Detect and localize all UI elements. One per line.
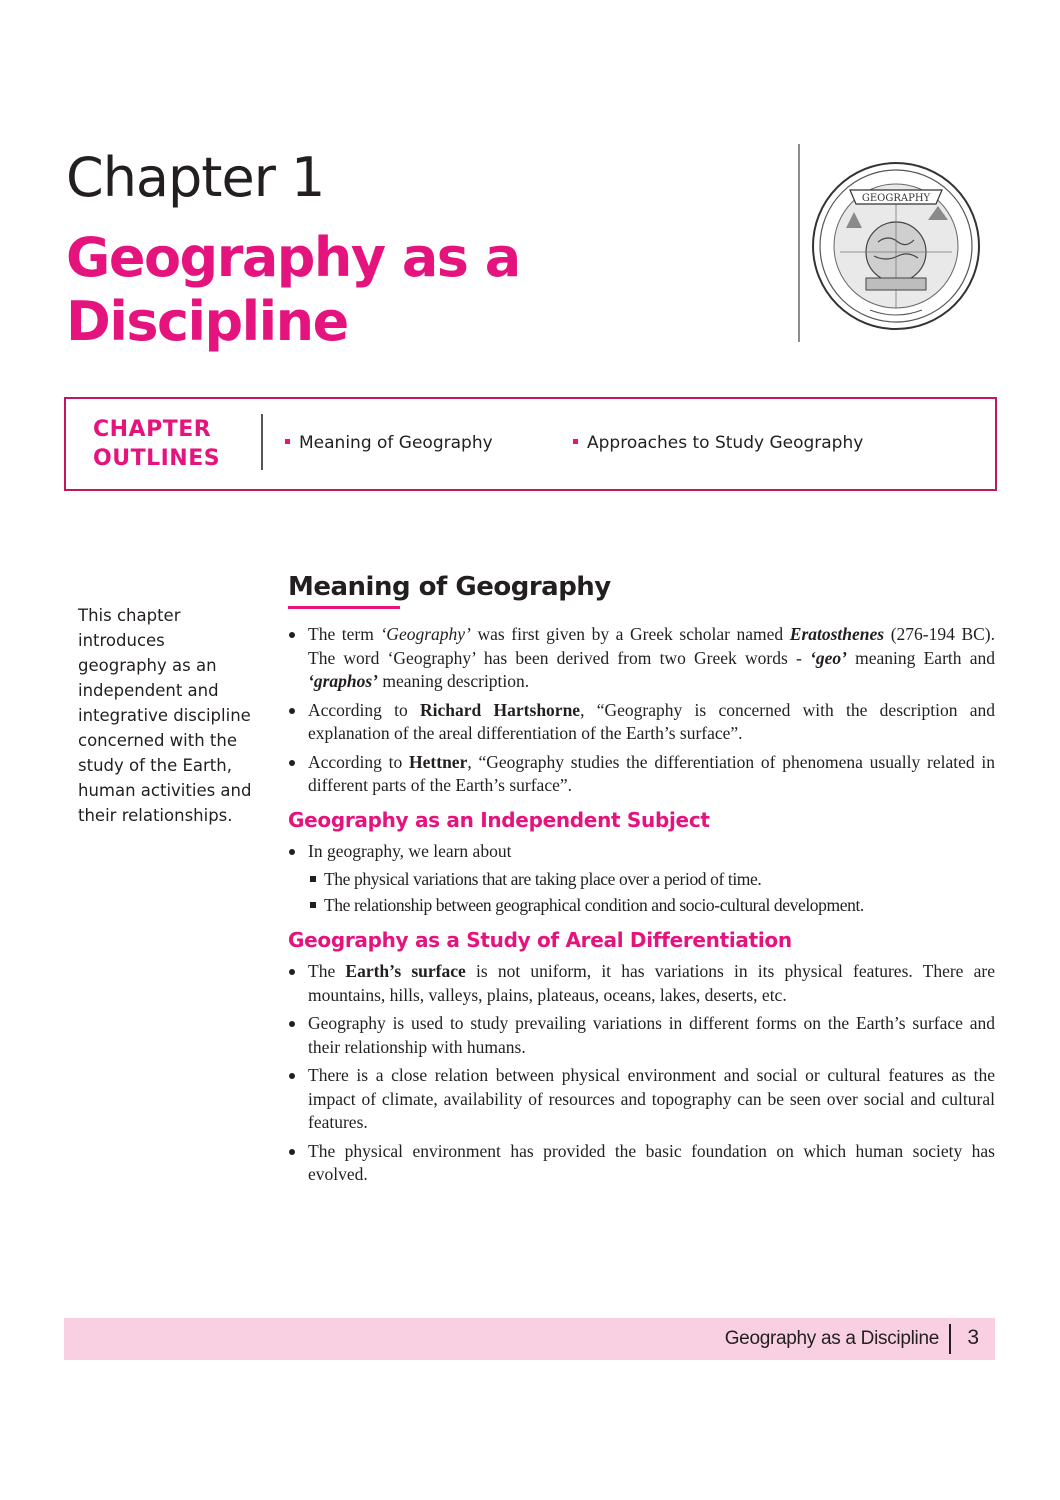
chapter-label: Chapter 1 <box>66 146 325 209</box>
sub-list-item: The relationship between geographical condition and socio-cultural development. <box>308 892 995 918</box>
geography-emblem <box>810 160 982 332</box>
subheading-areal-differentiation: Geography as a Study of Areal Differentiation <box>288 928 792 952</box>
subheading-independent-subject: Geography as an Independent Subject <box>288 807 710 832</box>
list-item: The term ‘Geography’ was first given by a Greek scholar named Eratosthenes (276-194 BC). The word ‘Geography’ has been derived from two Greek words - ‘geo’ meaning Earth and ‘graphos’ meaning description. <box>288 623 995 694</box>
emblem-text: GEOGRAPHY <box>861 193 931 204</box>
list-item: The Earth’s surface is not uniform, it has variations in its physical features. There are mountains, hills, valleys, plains, plateaus, oceans, lakes, deserts, etc. <box>288 960 995 1007</box>
outline-item-label: Approaches to Study Geography <box>587 433 864 453</box>
square-bullet-icon <box>573 439 578 444</box>
list-item: In geography, we learn about The physical variations that are taking place over a period of time. The relationship between geographical condition and socio-cultural development. <box>288 840 995 919</box>
footer-band <box>64 1318 995 1360</box>
sub-list-item: The physical variations that are taking place over a period of time. <box>308 866 995 892</box>
outline-heading: CHAPTER OUTLINES <box>93 417 221 471</box>
square-bullet-icon <box>285 439 290 444</box>
list-item: According to Richard Hartshorne, “Geography is concerned with the description and explanation of the areal differentiation of the Earth’s surface”. <box>288 699 995 746</box>
chapter-title: Geography as a Discipline <box>66 226 520 353</box>
independent-list <box>288 840 995 919</box>
outline-item-meaning <box>285 433 493 453</box>
page-number: 3 <box>967 1326 979 1349</box>
list-item: The physical environment has provided the basic foundation on which human society has evolved. <box>288 1140 995 1187</box>
chapter-outline-box <box>64 397 997 491</box>
outline-item-label: Meaning of Geography <box>299 433 493 453</box>
areal-list <box>288 960 995 1187</box>
list-item: There is a close relation between physical environment and social or cultural features as the impact of climate, availability of resources and topography can be seen over social and cultural features. <box>288 1064 995 1135</box>
list-item: According to Hettner, “Geography studies the differentiation of phenomena usually related in different parts of the Earth’s surface”. <box>288 751 995 798</box>
footer-title: Geography as a Discipline <box>724 1328 939 1349</box>
sub-list <box>308 866 995 918</box>
outline-item-approaches <box>573 433 863 453</box>
list-item: Geography is used to study prevailing variations in different forms on the Earth’s surface and their relationship with humans. <box>288 1012 995 1059</box>
heading-underline <box>288 606 400 609</box>
footer-divider <box>949 1324 951 1354</box>
section-heading-wrap <box>288 572 995 609</box>
main-content <box>288 572 995 1192</box>
section-heading-meaning: Meaning of Geography <box>288 572 611 602</box>
meaning-list <box>288 623 995 798</box>
outline-divider <box>261 414 263 470</box>
header-divider <box>798 144 800 342</box>
sidebar-note: This chapter introduces geography as an independent and integrative discipline concerned with the study of the Earth, human activities and their relationships. <box>78 606 252 825</box>
